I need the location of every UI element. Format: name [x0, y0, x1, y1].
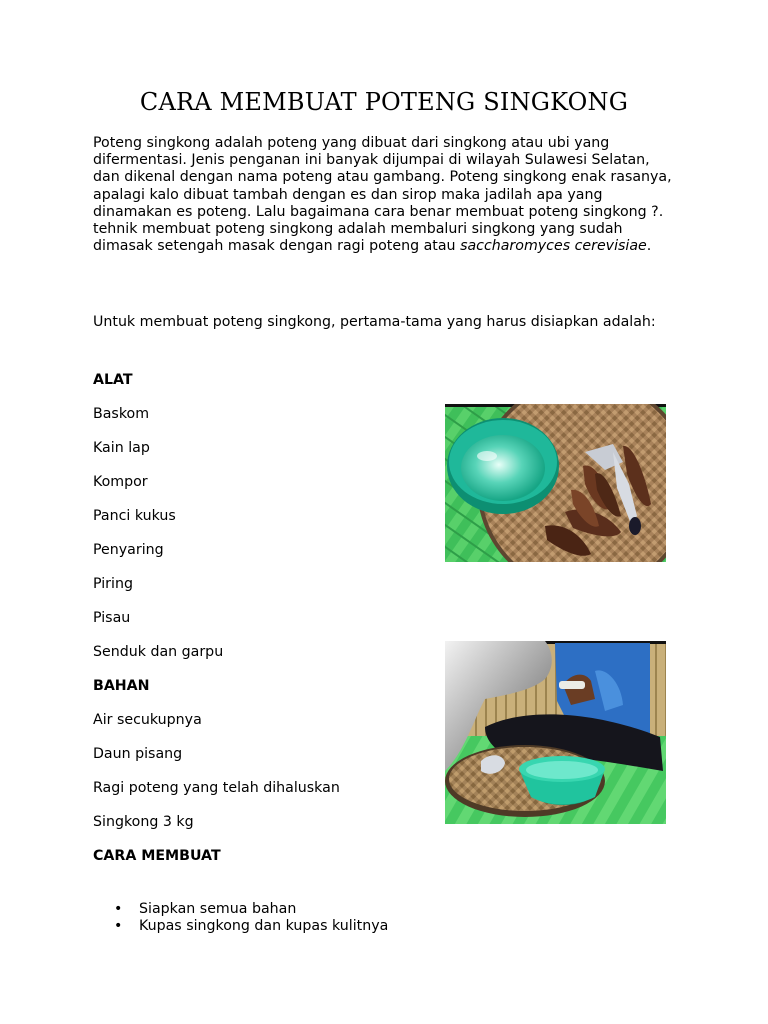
bahan-item: Singkong 3 kg: [93, 814, 194, 830]
alat-item: Panci kukus: [93, 508, 176, 524]
alat-item: Kompor: [93, 474, 148, 490]
bahan-item: Air secukupnya: [93, 712, 202, 728]
alat-heading: ALAT: [93, 372, 133, 388]
bahan-item: Daun pisang: [93, 746, 183, 762]
alat-item: Kain lap: [93, 440, 150, 456]
list-item: [93, 901, 388, 918]
intro-text: Poteng singkong adalah poteng yang dibuat dari singkong atau ubi yang difermentasi. Jenis penganan ini banyak dijumpai di wilayah Sulawesi Selatan, dan dikenal dengan nama poteng atau gambang. Poteng singkong enak rasanya, apalagi kalo dibuat tambah dengan es dan sirop maka jadilah apa yang dinamakan es poteng. Lalu bagaimana cara benar membuat poteng singkong ?. tehnik membuat poteng singkong adalah membaluri singkong yang sudah dimasak setengah masak dengan ragi poteng atau: [93, 135, 672, 255]
photo-cassava-tray: [445, 404, 666, 562]
alat-item: Pisau: [93, 610, 131, 626]
step-text: Kupas singkong dan kupas kulitnya: [139, 918, 389, 935]
bullet-icon: •: [114, 901, 123, 917]
intro-paragraph: [93, 135, 678, 255]
steps-list: [93, 901, 388, 935]
alat-item: Baskom: [93, 406, 150, 422]
photo-person-bowl: [445, 641, 666, 824]
cara-heading: CARA MEMBUAT: [93, 848, 221, 864]
lead-paragraph: Untuk membuat poteng singkong, pertama-tama yang harus disiapkan adalah:: [93, 314, 656, 330]
intro-end: .: [646, 238, 652, 255]
alat-item: Piring: [93, 576, 133, 592]
alat-item: Senduk dan garpu: [93, 644, 224, 660]
intro-italic-term: saccharomyces cerevisiae: [460, 238, 647, 255]
cassava-tray-image: [445, 404, 666, 562]
bullet-icon: •: [114, 918, 123, 935]
person-bowl-image: [445, 641, 666, 824]
alat-item: Penyaring: [93, 542, 164, 558]
step-text: Siapkan semua bahan: [139, 901, 297, 917]
bahan-heading: BAHAN: [93, 678, 150, 694]
page-title: CARA MEMBUAT POTENG SINGKONG: [139, 88, 629, 116]
bahan-item: Ragi poteng yang telah dihaluskan: [93, 780, 340, 796]
list-item: [93, 918, 388, 935]
